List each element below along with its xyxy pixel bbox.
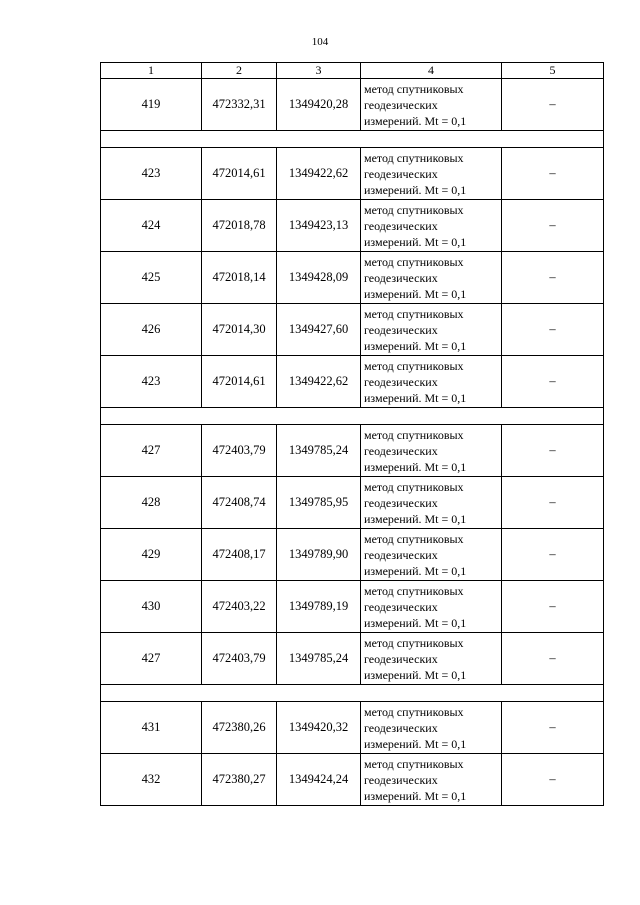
note-cell: – [502,356,604,408]
method-text-line: измерений. Mt = 0,1 [364,459,467,474]
point-number-cell: 424 [101,200,202,252]
y-coordinate-cell: 1349422,62 [277,356,361,408]
y-coordinate-cell: 1349420,32 [277,702,361,754]
method-cell [361,633,502,685]
method-text-line: геодезических [364,270,438,285]
page-number: 104 [311,36,329,48]
header-cell: 4 [361,63,502,79]
point-number-cell: 431 [101,702,202,754]
table-row [101,356,604,408]
method-cell [361,148,502,200]
point-number-cell: 430 [101,581,202,633]
method-cell [361,477,502,529]
note-cell: – [502,477,604,529]
table-separator-row [101,408,604,425]
method-text-line: измерений. Mt = 0,1 [364,390,467,405]
method-text-line: метод спутниковых [364,635,464,650]
method-cell [361,581,502,633]
x-coordinate-cell: 472014,30 [202,304,277,356]
x-coordinate-cell: 472408,17 [202,529,277,581]
method-text-line: геодезических [364,599,438,614]
method-cell [361,754,502,806]
point-number-cell: 426 [101,304,202,356]
method-text-line: геодезических [364,322,438,337]
method-text-line: геодезических [364,772,438,787]
method-text-line: метод спутниковых [364,583,464,598]
method-text-line: измерений. Mt = 0,1 [364,667,467,682]
y-coordinate-cell: 1349785,95 [277,477,361,529]
method-text-line: геодезических [364,495,438,510]
y-coordinate-cell: 1349422,62 [277,148,361,200]
method-cell [361,702,502,754]
method-text-line: измерений. Mt = 0,1 [364,511,467,526]
method-text-line: измерений. Mt = 0,1 [364,182,467,197]
x-coordinate-cell: 472403,79 [202,425,277,477]
table-row [101,477,604,529]
point-number-cell: 423 [101,356,202,408]
method-text-line: метод спутниковых [364,756,464,771]
method-text-line: метод спутниковых [364,254,464,269]
y-coordinate-cell: 1349789,19 [277,581,361,633]
note-cell: – [502,79,604,131]
x-coordinate-cell: 472332,31 [202,79,277,131]
method-text-line: метод спутниковых [364,531,464,546]
table-row [101,633,604,685]
header-row [101,63,604,79]
method-text-line: измерений. Mt = 0,1 [364,563,467,578]
method-text-line: метод спутниковых [364,202,464,217]
note-cell: – [502,702,604,754]
x-coordinate-cell: 472408,74 [202,477,277,529]
table-row [101,702,604,754]
x-coordinate-cell: 472380,26 [202,702,277,754]
method-cell [361,425,502,477]
table-row [101,754,604,806]
point-number-cell: 429 [101,529,202,581]
y-coordinate-cell: 1349428,09 [277,252,361,304]
method-text-line: измерений. Mt = 0,1 [364,338,467,353]
method-text-line: геодезических [364,443,438,458]
note-cell: – [502,529,604,581]
note-cell: – [502,581,604,633]
method-cell [361,529,502,581]
method-cell [361,356,502,408]
x-coordinate-cell: 472014,61 [202,356,277,408]
method-text-line: метод спутниковых [364,150,464,165]
method-cell [361,304,502,356]
coordinates-table [100,62,604,806]
note-cell: – [502,754,604,806]
header-cell: 3 [277,63,361,79]
table-body [101,63,604,806]
y-coordinate-cell: 1349789,90 [277,529,361,581]
note-cell: – [502,148,604,200]
method-text-line: метод спутниковых [364,306,464,321]
point-number-cell: 432 [101,754,202,806]
separator-cell [101,408,604,425]
header-cell: 5 [502,63,604,79]
method-text-line: измерений. Mt = 0,1 [364,286,467,301]
point-number-cell: 427 [101,633,202,685]
table-row [101,425,604,477]
note-cell: – [502,304,604,356]
table-row [101,581,604,633]
separator-cell [101,685,604,702]
method-cell [361,252,502,304]
note-cell: – [502,633,604,685]
point-number-cell: 423 [101,148,202,200]
method-text-line: измерений. Mt = 0,1 [364,113,467,128]
method-text-line: геодезических [364,720,438,735]
table-row [101,148,604,200]
x-coordinate-cell: 472018,78 [202,200,277,252]
method-text-line: геодезических [364,97,438,112]
separator-cell [101,131,604,148]
note-cell: – [502,200,604,252]
header-cell: 1 [101,63,202,79]
table-row [101,200,604,252]
table-row [101,79,604,131]
y-coordinate-cell: 1349424,24 [277,754,361,806]
x-coordinate-cell: 472403,22 [202,581,277,633]
point-number-cell: 419 [101,79,202,131]
method-text-line: геодезических [364,651,438,666]
method-text-line: метод спутниковых [364,81,464,96]
y-coordinate-cell: 1349423,13 [277,200,361,252]
point-number-cell: 427 [101,425,202,477]
method-text-line: геодезических [364,374,438,389]
method-text-line: метод спутниковых [364,427,464,442]
y-coordinate-cell: 1349420,28 [277,79,361,131]
table-row [101,304,604,356]
method-cell [361,79,502,131]
y-coordinate-cell: 1349427,60 [277,304,361,356]
x-coordinate-cell: 472403,79 [202,633,277,685]
table-separator-row [101,685,604,702]
method-text-line: измерений. Mt = 0,1 [364,234,467,249]
method-text-line: метод спутниковых [364,358,464,373]
y-coordinate-cell: 1349785,24 [277,633,361,685]
header-cell: 2 [202,63,277,79]
method-text-line: геодезических [364,166,438,181]
method-text-line: метод спутниковых [364,479,464,494]
method-text-line: геодезических [364,218,438,233]
x-coordinate-cell: 472380,27 [202,754,277,806]
method-cell [361,200,502,252]
method-text-line: измерений. Mt = 0,1 [364,788,467,803]
method-text-line: метод спутниковых [364,704,464,719]
note-cell: – [502,252,604,304]
point-number-cell: 428 [101,477,202,529]
method-text-line: измерений. Mt = 0,1 [364,615,467,630]
point-number-cell: 425 [101,252,202,304]
table-separator-row [101,131,604,148]
x-coordinate-cell: 472014,61 [202,148,277,200]
x-coordinate-cell: 472018,14 [202,252,277,304]
y-coordinate-cell: 1349785,24 [277,425,361,477]
note-cell: – [502,425,604,477]
table-row [101,529,604,581]
method-text-line: измерений. Mt = 0,1 [364,736,467,751]
table-row [101,252,604,304]
method-text-line: геодезических [364,547,438,562]
